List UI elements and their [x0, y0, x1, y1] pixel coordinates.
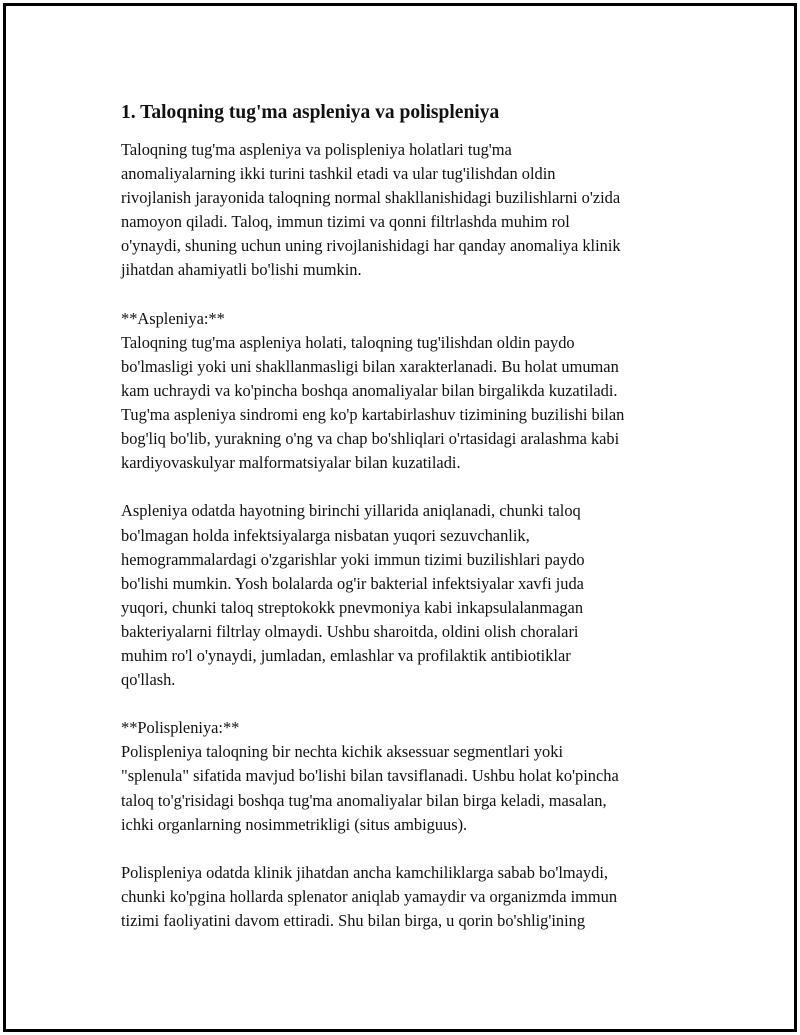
page-title: 1. Taloqning tug'ma aspleniya va polispleniya: [121, 102, 500, 123]
paragraph: [121, 138, 701, 283]
text-line: bo'lmagan holda infektsiyalarga nisbatan yuqori sezuvchanlik,: [121, 525, 530, 545]
text-line: jihatdan ahamiyatli bo'lishi mumkin.: [121, 260, 362, 280]
text-line: Polispleniya taloqning bir nechta kichik aksessuar segmentlari yoki: [121, 742, 563, 762]
text-line: bo'lishi mumkin. Yosh bolalarda og'ir bakterial infektsiyalar xavfi juda: [121, 573, 584, 593]
text-line: Tug'ma aspleniya sindromi eng ko'p kartabirlashuv tizimining buzilishi bilan: [121, 405, 625, 425]
paragraph: [121, 307, 701, 476]
text-line: Taloqning tug'ma aspleniya va polispleniya holatlari tug'ma: [121, 140, 512, 159]
text-line: o'ynaydi, shuning uchun uning rivojlanishidagi har qanday anomaliya klinik: [121, 236, 621, 256]
text-line: kardiyovaskulyar malformatsiyalar bilan kuzatiladi.: [121, 453, 461, 473]
page-frame: [3, 3, 797, 1032]
text-line: muhim ro'l o'ynaydi, jumladan, emlashlar va profilaktik antibiotiklar: [121, 645, 571, 665]
text-line: tizimi faoliyatini davom ettiradi. Shu bilan birga, u qorin bo'shlig'ining: [121, 911, 586, 930]
text-line: kam uchraydi va ko'pincha boshqa anomaliyalar bilan birgalikda kuzatiladi.: [121, 380, 618, 400]
text-line: Aspleniya odatda hayotning birinchi yillarida aniqlanadi, chunki taloq: [121, 501, 581, 521]
paragraph-list: [121, 138, 701, 933]
paragraph: [121, 499, 701, 692]
text-line: Polispleniya odatda klinik jihatdan ancha kamchiliklarga sabab bo'lmaydi,: [121, 862, 608, 882]
text-line: qo'llash.: [121, 670, 176, 690]
text-line: chunki ko'pgina hollarda splenator aniqlab yamaydir va organizmda immun: [121, 886, 618, 906]
text-line: bo'lmasligi yoki uni shakllanmasligi bilan xarakterlanadi. Bu holat umuman: [121, 356, 619, 376]
text-line: namoyon qiladi. Taloq, immun tizimi va qonni filtrlashda muhim rol: [121, 212, 570, 232]
text-line: anomaliyalarning ikki turini tashkil etadi va ular tug'ilishdan oldin: [121, 164, 556, 184]
text-line: Taloqning tug'ma aspleniya holati, taloqning tug'ilishdan oldin paydo: [121, 332, 575, 352]
text-line: bakteriyalarni filtrlay olmaydi. Ushbu sharoitda, oldini olish choralari: [121, 621, 579, 641]
paragraph: [121, 861, 701, 933]
paragraph: [121, 716, 701, 836]
text-line: **Polispleniya:**: [121, 718, 240, 738]
text-line: hemogrammalardagi o'zgarishlar yoki immun tizimi buzilishlari paydo: [121, 549, 585, 569]
text-line: bog'liq bo'lib, yurakning o'ng va chap bo'shliqlari o'rtasidagi aralashma kabi: [121, 429, 620, 449]
text-line: yuqori, chunki taloq streptokokk pnevmoniya kabi inkapsulalanmagan: [121, 597, 584, 617]
text-line: "splenula" sifatida mavjud bo'lishi bilan tavsiflanadi. Ushbu holat ko'pincha: [121, 766, 619, 786]
text-line: rivojlanish jarayonida taloqning normal shakllanishidagi buzilishlarni o'zida: [121, 188, 621, 208]
text-line: ichki organlarning nosimmetrikligi (situs ambiguus).: [121, 814, 468, 834]
document-body: [121, 100, 701, 957]
text-line: **Aspleniya:**: [121, 308, 225, 328]
text-line: taloq to'g'risidagi boshqa tug'ma anomaliyalar bilan birga keladi, masalan,: [121, 790, 607, 810]
